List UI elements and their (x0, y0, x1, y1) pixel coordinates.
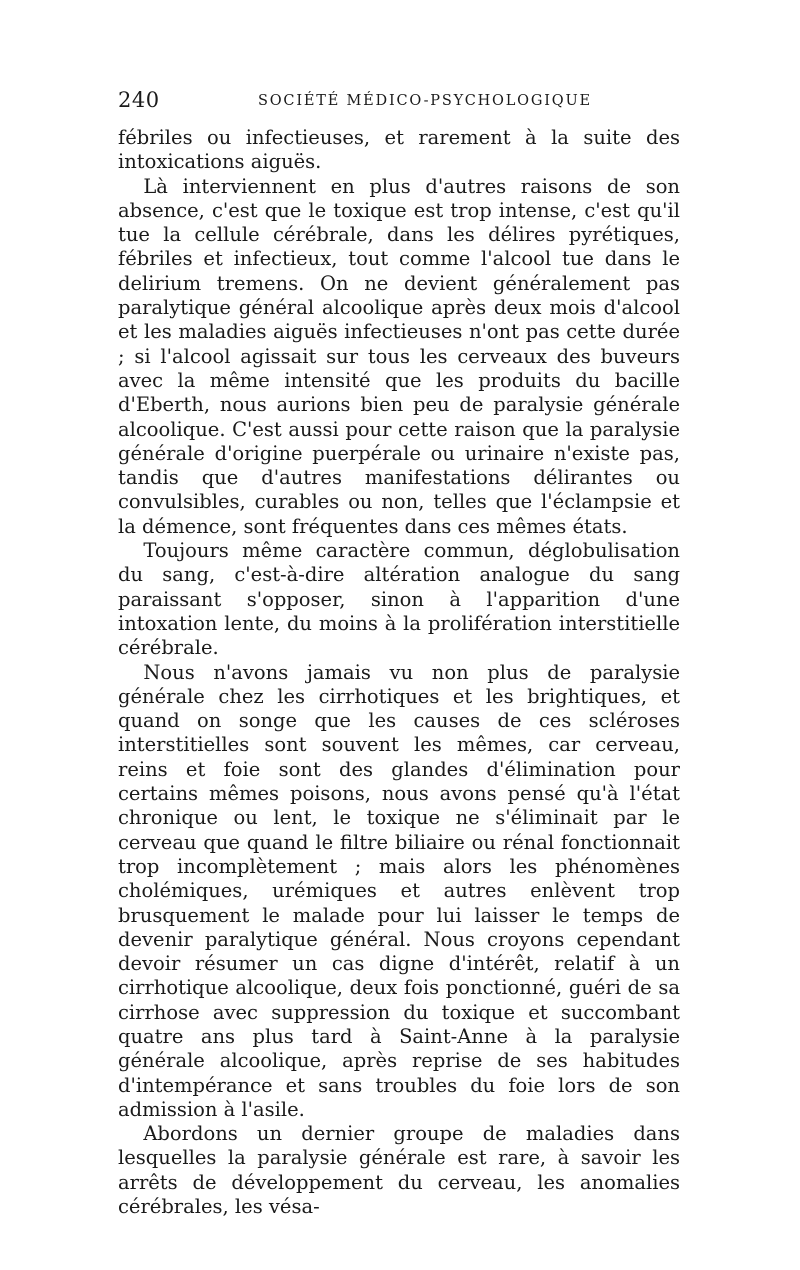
running-header-title: SOCIÉTÉ MÉDICO-PSYCHOLOGIQUE (258, 93, 592, 109)
page-number: 240 (118, 88, 160, 112)
body-text (118, 126, 680, 1219)
paragraph-toxique-intense: Là interviennent en plus d'autres raisons de son absence, c'est que le toxique est trop intense, c'est qu'il tue la cellule cérébrale, dans les délires pyrétiques, fébriles et infectieux, tout comme l'alcool tue dans le delirium tremens. On ne devient généralement pas paralytique général alcoolique après deux mois d'alcool et les maladies aiguës infectieuses n'ont pas cette durée ; si l'alcool agissait sur tous les cerveaux des buveurs avec la même intensité que les produits du bacille d'Eberth, nous aurions bien peu de paralysie générale alcoolique. C'est aussi pour cette raison que la paralysie générale d'origine puerpérale ou urinaire n'existe pas, tandis que d'autres manifestations délirantes ou convulsibles, curables ou non, telles que l'éclampsie et la démence, sont fréquentes dans ces mêmes états. (118, 174, 680, 538)
running-header (118, 88, 680, 116)
document-page (118, 88, 680, 1219)
paragraph-arrets-developpement: Abordons un dernier groupe de maladies dans lesquelles la paralysie générale est rare, à savoir les arrêts de développement du cerveau, les anomalies cérébrales, les vésa- (118, 1122, 680, 1219)
paragraph-deglobulisation: Toujours même caractère commun, déglobulisation du sang, c'est-à-dire altération analogue du sang paraissant s'opposer, sinon à l'apparition d'une intoxation lente, du moins à la prolifération interstitielle cérébrale. (118, 539, 680, 660)
paragraph-cirrhotiques: Nous n'avons jamais vu non plus de paralysie générale chez les cirrhotiques et les brightiques, et quand on songe que les causes de ces scléroses interstitielles sont souvent les mêmes, car cerveau, reins et foie sont des glandes d'élimination pour certains mêmes poisons, nous avons pensé qu'à l'état chronique ou lent, le toxique ne s'éliminait par le cerveau que quand le filtre biliaire ou rénal fonctionnait trop incomplètement ; mais alors les phénomènes cholémiques, urémiques et autres enlèvent trop brusquement le malade pour lui laisser le temps de devenir paralytique général. Nous croyons cependant devoir résumer un cas digne d'intérêt, relatif à un cirrhotique alcoolique, deux fois ponctionné, guéri de sa cirrhose avec suppression du toxique et succombant quatre ans plus tard à Saint-Anne à la paralysie générale alcoolique, après reprise de ses habitudes d'intempérance et sans troubles du foie lors de son admission à l'asile. (118, 660, 680, 1121)
paragraph-continued: fébriles ou infectieuses, et rarement à la suite des intoxications aiguës. (118, 126, 680, 174)
